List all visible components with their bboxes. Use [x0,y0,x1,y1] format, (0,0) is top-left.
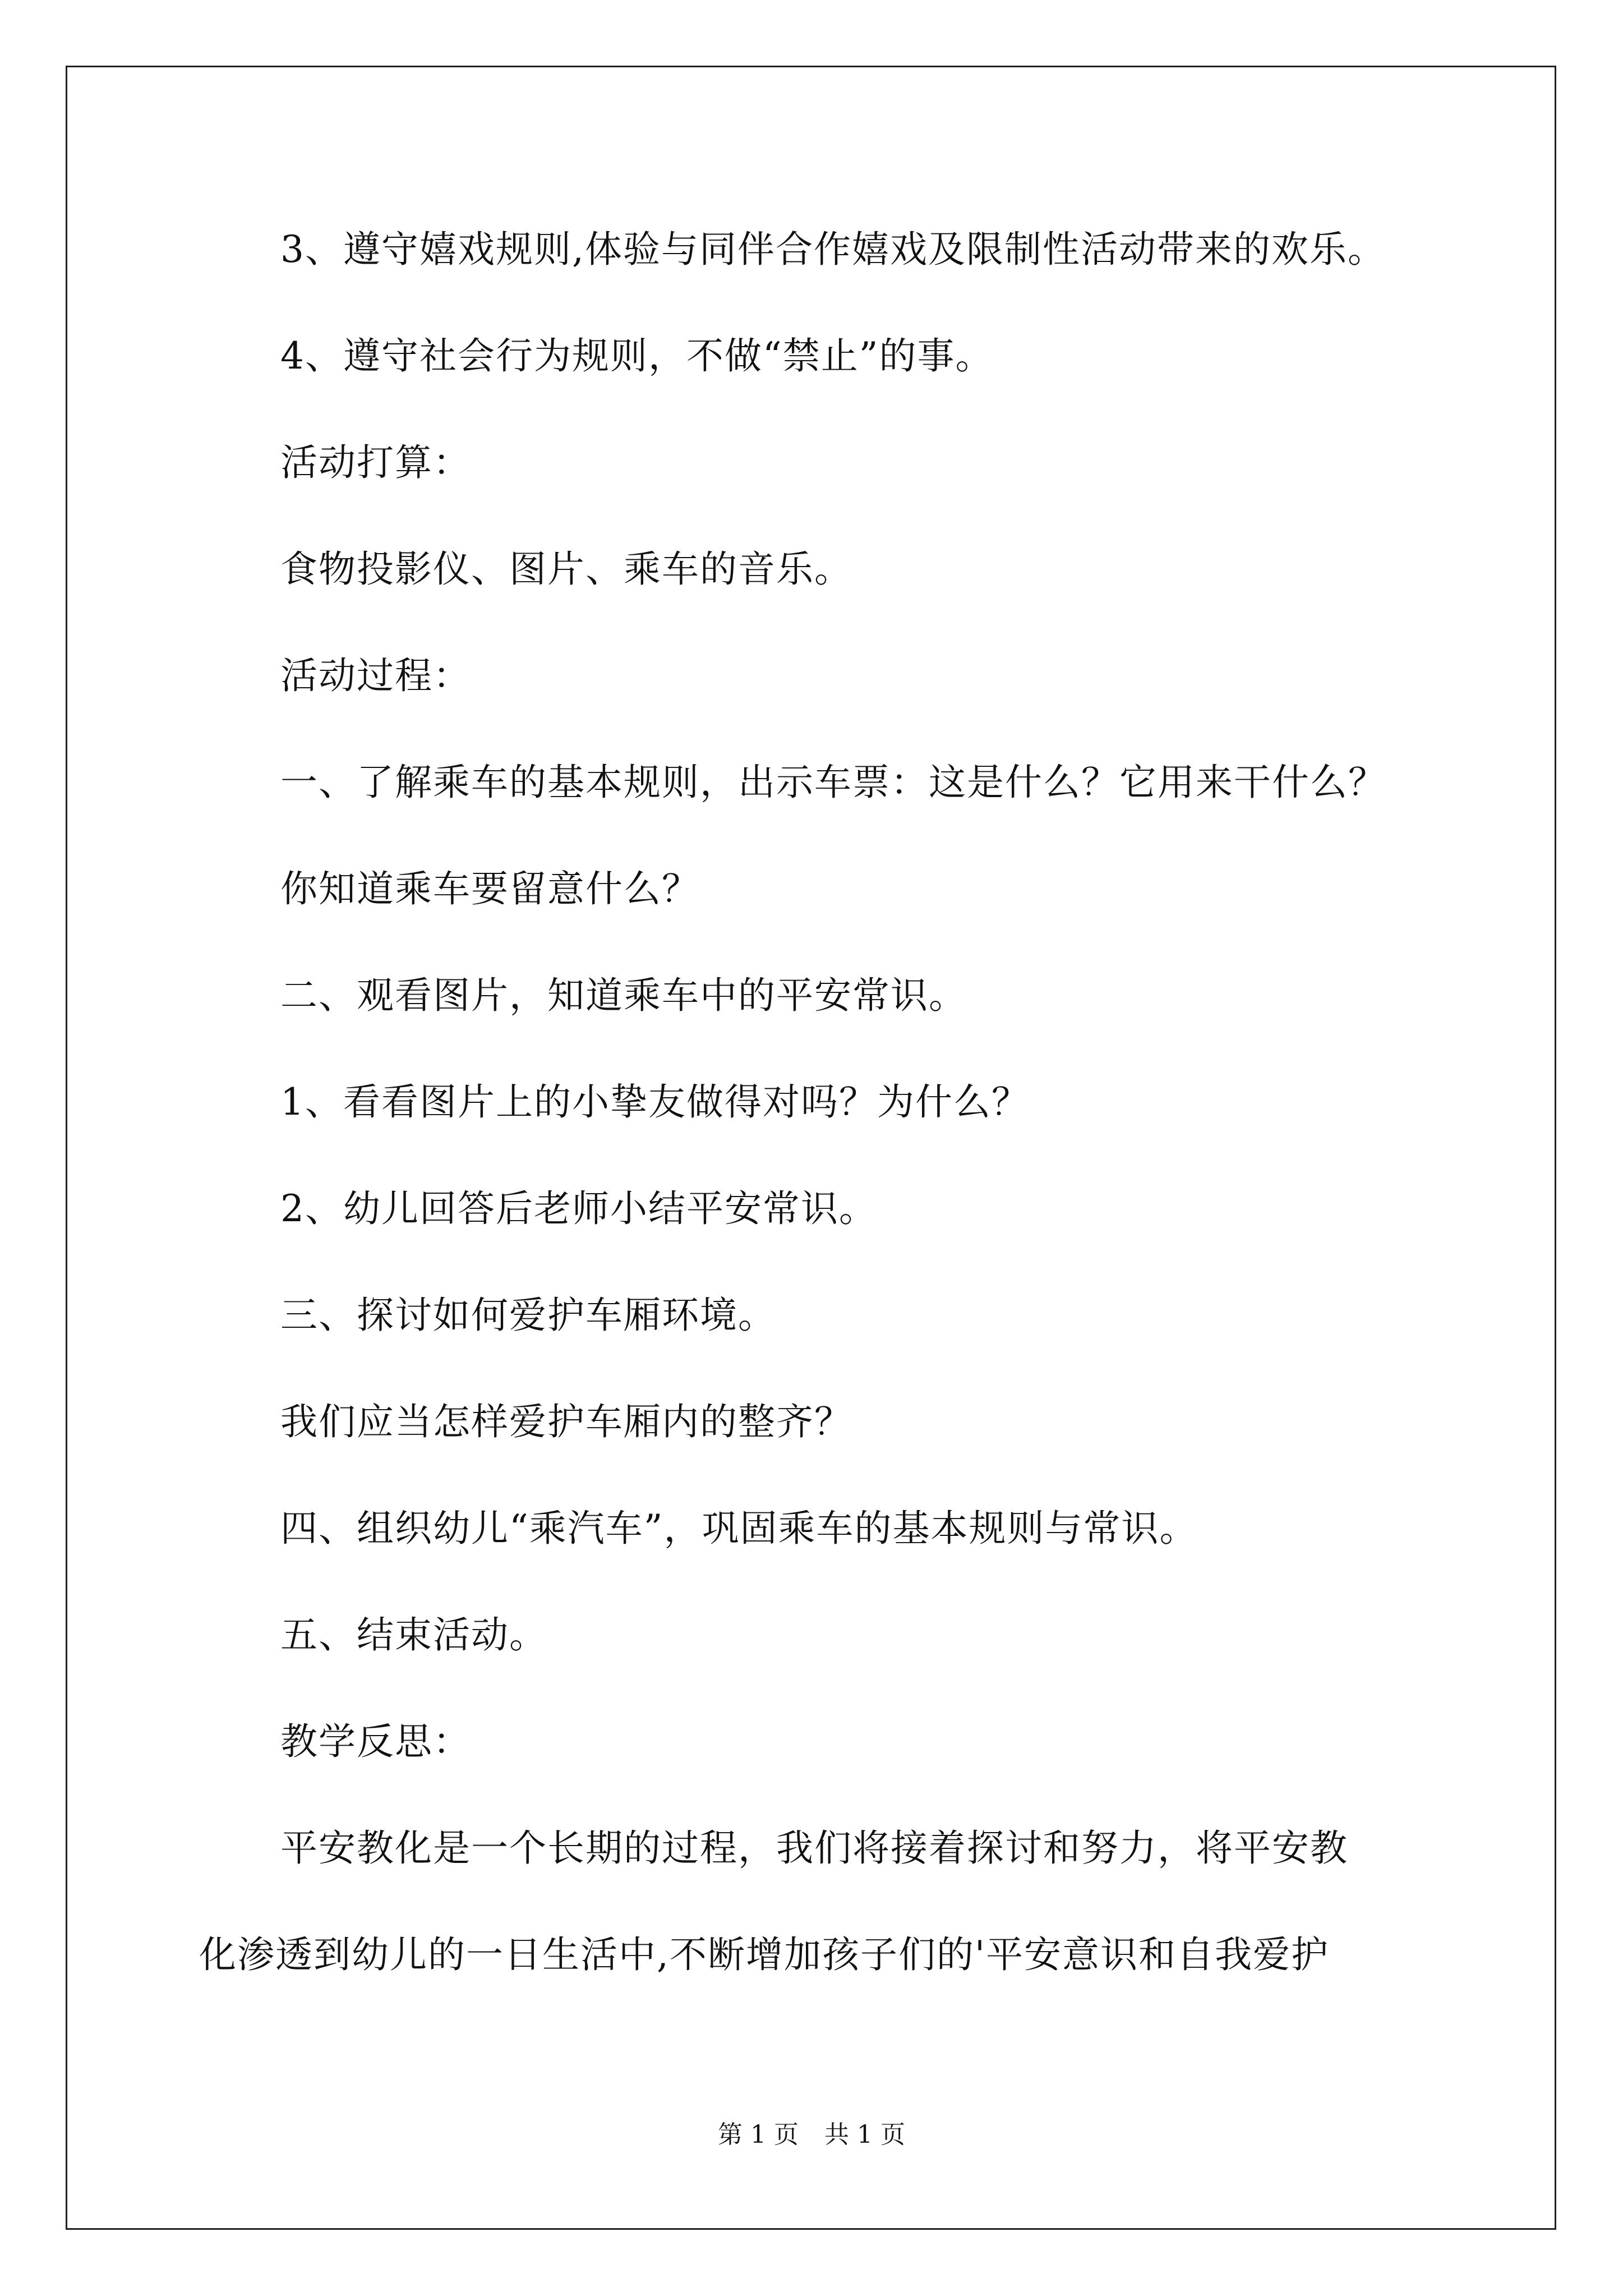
paragraph: 三、探讨如何爱护车厢环境。 [280,1294,776,1337]
paragraph: 我们应当怎样爱护车厢内的整齐？ [280,1400,852,1443]
page-footer [0,2119,1623,2151]
paragraph: 二、观看图片，知道乘车中的平安常识。 [280,974,967,1017]
paragraph: 2、幼儿回答后老师小结平安常识。 [280,1187,877,1230]
paragraph: 你知道乘车要留意什么？ [280,867,700,910]
paragraph: 五、结束活动。 [280,1613,547,1657]
paragraph: 食物投影仪、图片、乘车的音乐。 [280,547,852,591]
paragraph-continuation: 化渗透到幼儿的一日生活中,不断增加孩子们的'平安意识和自我爱护 [199,1933,1330,1976]
paragraph: 活动打算： [280,441,471,484]
page-border [66,66,1556,2230]
paragraph: 四、组织幼儿“乘汽车”，巩固乘车的基本规则与常识。 [280,1507,1198,1550]
paragraph: 1、看看图片上的小挚友做得对吗？为什么？ [280,1080,1030,1124]
paragraph: 3、遵守嬉戏规则,体验与同伴合作嬉戏及限制性活动带来的欢乐。 [280,228,1386,271]
page-number: 第 1 页 [718,2120,799,2149]
page-total: 共 1 页 [824,2120,905,2149]
paragraph: 4、遵守社会行为规则，不做“禁止”的事。 [280,334,994,378]
paragraph: 平安教化是一个长期的过程，我们将接着探讨和努力，将平安教 [280,1826,1348,1870]
paragraph: 一、了解乘车的基本规则，出示车票：这是什么？它用来干什么？ [280,761,1386,804]
paragraph: 教学反思： [280,1720,471,1763]
paragraph: 活动过程： [280,654,471,697]
